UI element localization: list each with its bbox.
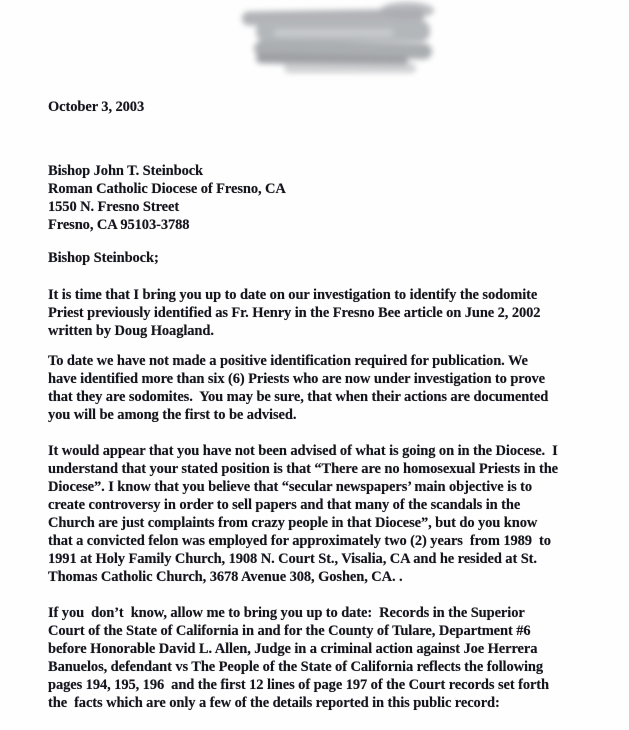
paragraph-line: the facts which are only a few of the details reported in this public record:	[48, 695, 500, 711]
paragraph-line: create controversy in order to sell papers and that many of the scandals in the	[48, 497, 521, 513]
paragraph-line: Priest previously identified as Fr. Henry in the Fresno Bee article on June 2, 2002	[48, 305, 541, 321]
paragraph-1	[48, 286, 613, 340]
paragraph-line: It would appear that you have not been advised of what is going on in the Diocese. I	[48, 443, 558, 459]
recipient-city-state-zip: Fresno, CA 95103-3788	[48, 217, 190, 233]
smudge-stroke	[284, 63, 416, 73]
paragraph-line: To date we have not made a positive identification required for publication. We	[48, 353, 528, 369]
paragraph-3	[48, 442, 613, 586]
recipient-address	[48, 162, 613, 234]
recipient-name: Bishop John T. Steinbock	[48, 163, 204, 179]
paragraph-line: that a convicted felon was employed for approximately two (2) years from 1989 to	[48, 533, 551, 549]
paragraph-line: It is time that I bring you up to date on our investigation to identify the sodomite	[48, 287, 538, 303]
paragraph-line: that they are sodomites. You may be sure, that when their actions are documented	[48, 389, 549, 405]
paragraph-line: If you don’t know, allow me to bring you up to date: Records in the Superior	[48, 605, 525, 621]
recipient-street: 1550 N. Fresno Street	[48, 199, 180, 215]
salutation	[48, 249, 613, 267]
letter-body	[48, 98, 613, 712]
paragraph-line: before Honorable David L. Allen, Judge in a criminal action against Joe Herrera	[48, 641, 538, 657]
paragraph-line: Banuelos, defendant vs The People of the State of California reflects the following	[48, 659, 544, 675]
salutation-text: Bishop Steinbock;	[48, 250, 159, 266]
paragraph-line: understand that your stated position is that “There are no homosexual Priests in the	[48, 461, 559, 477]
paragraph-line: pages 194, 195, 196 and the first 12 lines of page 197 of the Court records set forth	[48, 677, 550, 693]
paragraph-line: 1991 at Holy Family Church, 1908 N. Court St., Visalia, CA and he resided at St.	[48, 551, 537, 567]
smudge-stroke	[380, 2, 434, 19]
paragraph-line: Church are just complaints from crazy people in that Diocese”, but do you know	[48, 515, 538, 531]
date-text: October 3, 2003	[48, 99, 145, 115]
paragraph-2	[48, 352, 613, 424]
paragraph-line: have identified more than six (6) Priests who are now under investigation to prove	[48, 371, 546, 387]
paragraph-4	[48, 604, 613, 712]
recipient-organization: Roman Catholic Diocese of Fresno, CA	[48, 181, 286, 197]
letter-date	[48, 98, 613, 116]
paragraph-line: Court of the State of California in and for the County of Tulare, Department #6	[48, 623, 531, 639]
paragraph-line: Diocese”. I know that you believe that “secular newspapers’ main objective is to	[48, 479, 533, 495]
smudge-stroke	[274, 29, 394, 37]
paragraph-line: written by Doug Hoagland.	[48, 323, 214, 339]
paragraph-line: Thomas Catholic Church, 3678 Avenue 308, Goshen, CA. .	[48, 569, 403, 585]
redacted-letterhead-smudge	[242, 2, 442, 78]
paragraph-line: you will be among the first to be advised.	[48, 407, 297, 423]
